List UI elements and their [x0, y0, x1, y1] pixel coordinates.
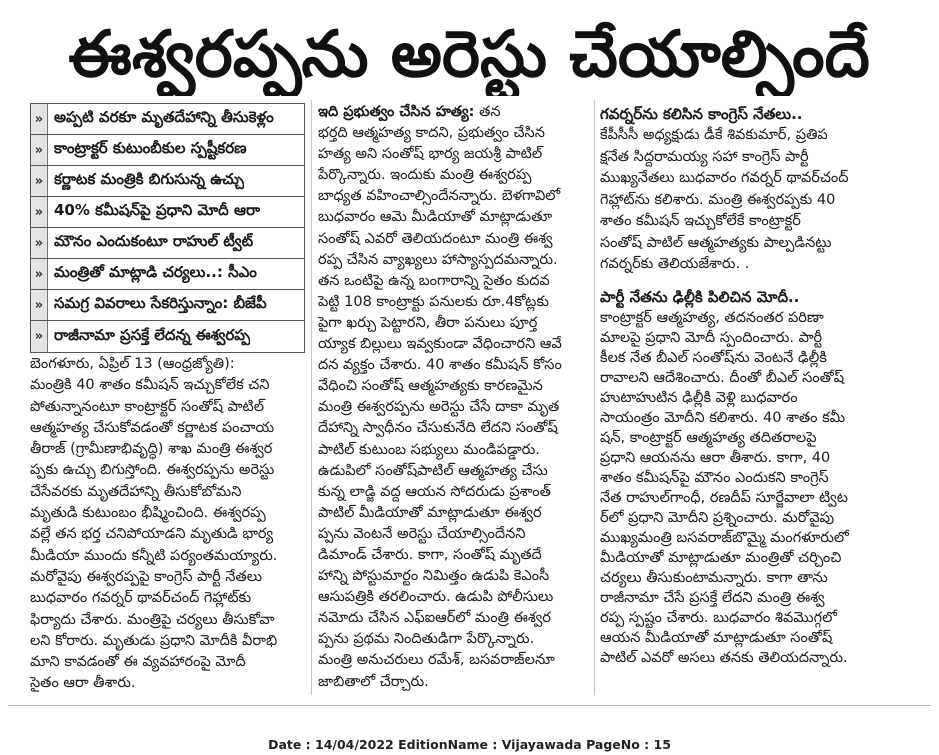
subheading-inline: ఇది ప్రభుత్వం చేసిన హత్య:	[318, 104, 475, 120]
article-line: ప్పను వెంటనే అరెస్టు చేయాల్సిందేనని	[318, 525, 526, 542]
clipping-footer: Date : 14/04/2022 EditionName : Vijayawada PageNo : 15	[268, 737, 671, 752]
article-line: కేపీసీసీ అధ్యక్షుడు డీకే శివకుమార్, ప్రతిప	[600, 127, 828, 143]
article-line-lead	[318, 102, 590, 123]
article-line: హత్య అని సంతోష్ భార్య జయశ్రీ పాటిల్	[318, 146, 543, 163]
highlight-item	[31, 290, 304, 321]
article-line: మీడియాతో మాట్లాడుతూ మంత్రితో చర్చించి	[600, 549, 842, 566]
article-line: లని కోరారు. మృతుడు ప్రధాని మోదీకి వీరాభి	[30, 632, 278, 649]
highlight-text: కాంట్రాక్టర్ కుటుంబీకుల స్పష్టీకరణ	[54, 139, 247, 157]
article-line: మరోవైపు ఈశ్వరప్పపై కాంగ్రెస్ పార్టీ నేతలు	[30, 568, 263, 585]
article-line: హాన్ని పోస్టుమార్టం నిమిత్తం ఉడుపి కెఎంసీ	[318, 568, 550, 585]
article-line: ఆసుపత్రికి తరలించారు. ఉడుపి పోలీసులు	[318, 589, 554, 606]
article-line: జాబితాలో చేర్చారు.	[318, 673, 429, 690]
highlight-item	[31, 197, 304, 228]
highlight-item	[31, 135, 304, 166]
article-line: తన ఒంటిపై ఉన్న బంగారాన్ని సైతం కుదవ	[318, 272, 550, 289]
article-line: పాటిల్ మీడియాతో మాట్లాడుతూ ఈశ్వర	[318, 504, 542, 521]
highlight-text: కర్ణాటక మంత్రికి బిగుసున్న ఉచ్చు	[54, 170, 245, 188]
column-divider	[311, 100, 312, 695]
article-line: బాధ్యత వహించాల్సిందేనన్నారు. బెళగావిలో	[318, 188, 561, 205]
article-body-right-2	[600, 308, 905, 668]
highlight-text: సమగ్ర వివరాలు సేకరిస్తున్నాం: బీజేపీ	[54, 294, 267, 312]
article-line: డిమాండ్ చేశారు. కాగా, సంతోష్ మృతదే	[318, 546, 542, 563]
highlight-text: మౌనం ఎందుకంటూ రాహుల్ ట్వీట్	[54, 232, 254, 250]
double-chevron-icon	[31, 166, 48, 196]
article-line: మాని కావడంతో ఈ వ్యవహారంపై మోదీ	[30, 654, 246, 671]
article-line: పాటిల్ ఎవరో అసలు తనకు తెలియదన్నారు.	[600, 649, 848, 666]
double-chevron-icon	[31, 104, 48, 134]
article-line: కాంట్రాక్టర్ ఆత్మహత్య, తదనంతర పరిణా	[600, 309, 824, 326]
article-line: మంత్రికి 40 శాతం కమీషన్ ఇచ్చుకోలేక చని	[30, 377, 270, 394]
article-line: శాతం కమీషన్ ఇచ్చుకోలేకే కాంట్రాక్టర్	[600, 213, 801, 229]
article-line: దేహాన్ని స్వాధీనం చేసుకునేది లేదని సంతోష్	[318, 420, 558, 437]
highlight-item	[31, 259, 304, 290]
article-line: పోతున్నానంటూ కాంట్రాక్టర్ సంతోష్ పాటిల్	[30, 398, 264, 415]
article-line: రాజీనామా చేసే ప్రసక్తే లేదని మంత్రి ఈశ్వ	[600, 589, 825, 606]
article-line: నేత రాహుల్‌గాంధీ, రణదీప్ సూర్జేవాలా ట్విట	[600, 489, 848, 506]
double-chevron-icon	[31, 290, 48, 320]
double-chevron-icon	[31, 228, 48, 258]
article-line: పేర్కొన్నారు. ఇందుకు మంత్రి ఈశ్వరప్ప	[318, 167, 532, 184]
article-line: మీడియా ముందు కన్నీటి పర్యంతమయ్యారు.	[30, 547, 278, 564]
article-line: రప్ప స్పష్టం చేశారు. బుధవారం శివమొగ్గలో	[600, 609, 838, 626]
double-chevron-icon	[31, 321, 48, 352]
article-line: గెహ్లాట్‌ను కలిశారు. మంత్రి ఈశ్వరప్పకు 40	[600, 191, 836, 208]
highlight-item	[31, 228, 304, 259]
article-line: ముఖ్యమంత్రి బసవరాజ్‌బొమ్మై మంగళూరులో	[600, 529, 849, 546]
headline: ఈశ్వరప్పను అరెస్టు చేయాల్సిందే	[68, 18, 870, 92]
highlight-item	[31, 166, 304, 197]
highlight-text: రాజీనామా ప్రసక్తే లేదన్న ఈశ్వరప్ప	[54, 325, 251, 344]
article-line: బెంగళూరు, ఏప్రిల్ 13 (ఆంధ్రజ్యోతి):	[30, 356, 235, 372]
article-line: బుధవారం ఆమె మీడియాతో మాట్లాడుతూ	[318, 209, 553, 226]
article-line: కున్న లాడ్జి వద్ద ఆయన సోదరుడు ప్రశాంత్	[318, 483, 551, 500]
highlight-text: అప్పటి వరకూ మృతదేహాన్ని తీసుకెళ్లం	[54, 108, 274, 126]
highlight-text: మంత్రితో మాట్లాడి చర్యలు..: సీఎం	[54, 263, 257, 281]
column-divider	[594, 100, 595, 695]
article-line: నమోదు చేసిన ఎఫ్ఐఆర్‌లో మంత్రి ఈశ్వర	[318, 610, 551, 627]
article-line: పాటిల్ కుటుంబ సభ్యులు మండిపడ్డారు.	[318, 441, 540, 458]
article-line: రప్ప చేసిన వ్యాఖ్యలు హాస్యాస్పదమన్నారు.	[318, 251, 558, 268]
highlight-item	[31, 321, 304, 352]
subheading: గవర్నర్‌ను కలిసిన కాంగ్రెస్ నేతలు..	[600, 105, 803, 123]
article-line: చేసేవరకు మృతదేహాన్ని తీసుకోబోమని	[30, 483, 242, 500]
article-line: సాయంత్రం మోదీని కలిశారు. 40 శాతం కమీ	[600, 409, 846, 426]
right-column	[600, 103, 905, 703]
subheading: పార్టీ నేతను ఢిల్లీకి పిలిచిన మోదీ..	[600, 287, 800, 306]
article-line: చర్యలు తీసుకుంటామన్నారు. కాగా తాను	[600, 569, 828, 586]
article-text: తన	[474, 104, 501, 120]
article-line: ముఖ్యనేతలు బుధవారం గవర్నర్ థావర్‌చంద్	[600, 170, 849, 186]
article-line: సంతోష్ పాటిల్ ఆత్మహత్యకు పాల్పడినట్టు	[600, 234, 832, 251]
article-line: బుధవారం గవర్నర్ థావర్‌చంద్ గెహ్లాట్‌కు	[30, 590, 252, 607]
left-column	[30, 103, 307, 703]
double-chevron-icon	[31, 197, 48, 227]
article-line: షన్, కాంట్రాక్టర్ ఆత్మహత్య తదితరాలపై	[600, 429, 817, 446]
article-line: ర్‌లో ప్రధాని మోదీని ప్రశ్నించారు. మరోవైపు	[600, 509, 835, 526]
article-line: సంతోష్ ఎవరో తెలియదంటూ మంత్రి ఈశ్వ	[318, 230, 553, 247]
double-chevron-icon	[31, 259, 48, 289]
article-line: తీరాజ్ (గ్రామీణాభివృద్ధి) శాఖ మంత్రి ఈశ్వర	[30, 441, 273, 458]
article-line: ఫిర్యాదు చేశారు. మంత్రిపై చర్యలు తీసుకోవా	[30, 611, 275, 628]
article-line: వల్లే తన భర్త చనిపోయాడని మృతుడి భార్య	[30, 526, 274, 543]
article-line: మాలపై ప్రధాని మోదీ స్పందించారు. పార్టీ	[600, 329, 823, 346]
article-line: గవర్నర్‌కు తెలియజేశారు. .	[600, 256, 750, 272]
article-body-middle	[318, 123, 590, 693]
article-line: భర్తది ఆత్మహత్య కాదని, ప్రభుత్వం చేసిన	[318, 125, 545, 142]
article-line: వేధించి సంతోష్ ఆత్మహత్యకు కారణమైన	[318, 378, 543, 395]
article-body-right-1	[600, 125, 905, 276]
article-line: ప్రధాని ఆయనను ఆరా తీశారు. కాగా, 40	[600, 449, 831, 466]
article-line: క్షనేత సిద్దరామయ్య సహా కాంగ్రెస్ పార్టీ	[600, 148, 809, 165]
middle-column	[318, 102, 590, 702]
article-line: పైగా ఖర్చు పెట్టారని, తీరా పనులు పూర్త	[318, 314, 538, 331]
article-line: శాతం కమీషన్‌పై మౌనం ఎందుకని కాంగ్రెస్	[600, 469, 829, 486]
article-line: ఆయన మీడియాతో మాట్లాడుతూ సంతోష్	[600, 629, 833, 646]
article-line: కీలక నేత బీఎల్ సంతోష్‌ను వెంటనే ఢిల్లీకి	[600, 349, 827, 366]
article-line: దన వ్యక్తం చేశారు. 40 శాతం కమీషన్ కోసం	[318, 357, 562, 374]
article-line: రావాలని ఆదేశించారు. దీంతో బీఎల్ సంతోష్	[600, 369, 845, 386]
bottom-rule	[8, 705, 931, 706]
article-line: ప్పను ప్రథమ నిందితుడిగా పేర్కొన్నారు.	[318, 631, 535, 648]
article-line: సైతం ఆరా తీశారు.	[30, 675, 136, 692]
article-line: పెట్టి 108 కాంట్రాక్టు పనులకు రూ.4కోట్లకు	[318, 293, 549, 310]
article-line: మంత్రి అనుచరులు రమేశ్, బసవరాజ్‌లనూ	[318, 652, 555, 669]
article-line: ఆత్మహత్య చేసుకోవడంతో కర్ణాటక పంచాయ	[30, 419, 275, 436]
article-line: య్యాక బిల్లులు ఇవ్వకుండా వేధించారని ఆవే	[318, 336, 562, 353]
article-line: మంత్రి ఈశ్వరప్పను అరెస్టు చేసే దాకా మృత	[318, 399, 560, 416]
article-line: ఉడుపిలో సంతోష్‌పాటిల్ ఆత్మహత్య చేసు	[318, 462, 548, 479]
article-line: ప్పకు ఉచ్చు బిగుస్తోంది. ఈశ్వరప్పను అరెస్టు	[30, 462, 275, 479]
article-line: మృతుడి కుటుంబం భీష్మించింది. ఈశ్వరప్ప	[30, 505, 266, 522]
highlight-text: 40% కమీషన్‌పై ప్రధాని మోదీ ఆరా	[54, 201, 261, 219]
article-body-left	[30, 354, 307, 695]
highlight-item	[31, 104, 304, 135]
highlights-box	[30, 103, 305, 353]
article-line: హుటాహుటిన ఢిల్లీకి వెళ్లి బుధవారం	[600, 389, 798, 406]
double-chevron-icon	[31, 135, 48, 165]
